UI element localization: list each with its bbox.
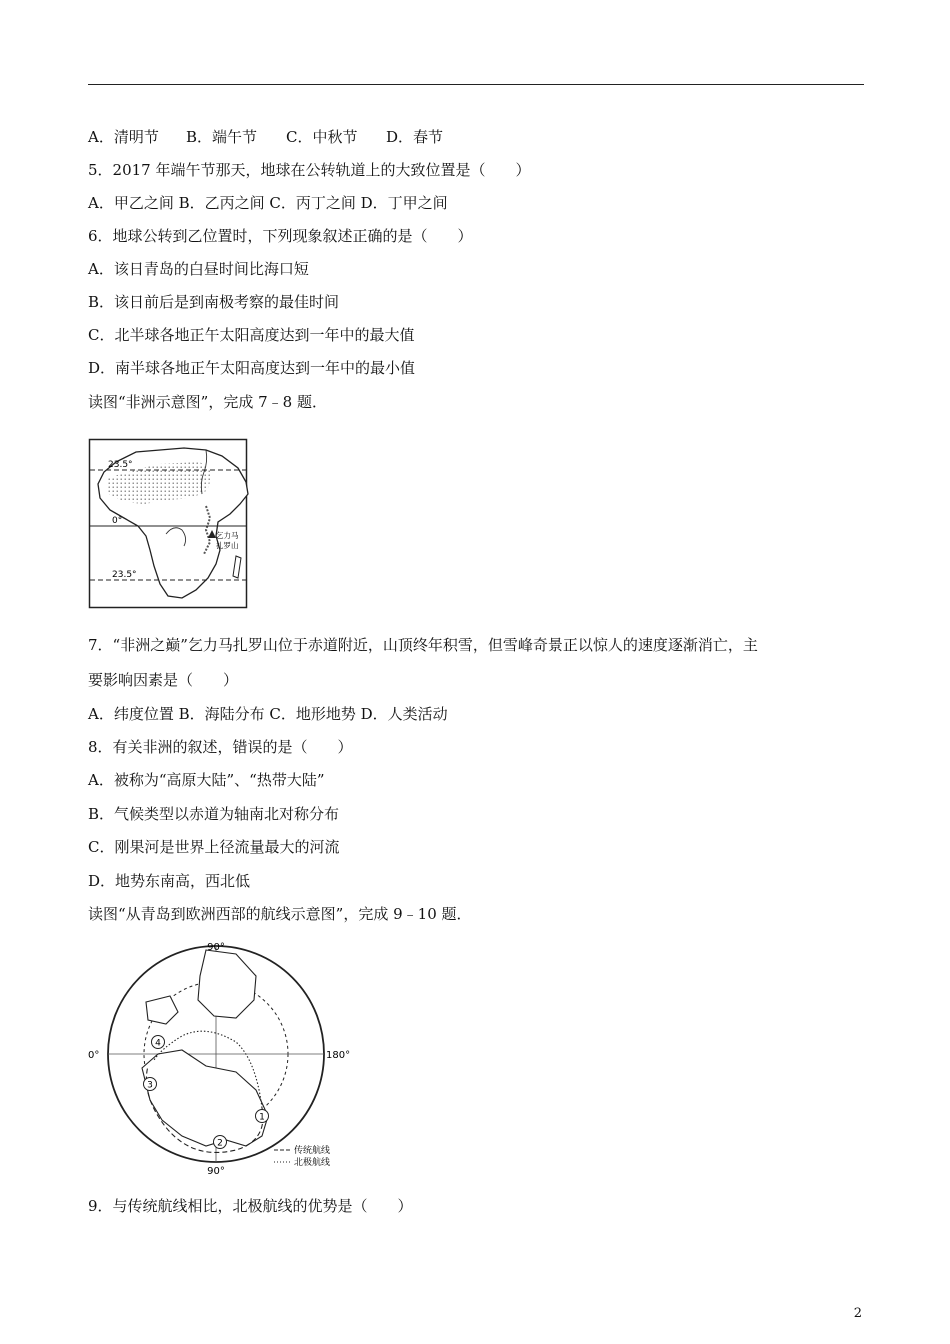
q8-option-c: C．刚果河是世界上径流量最大的河流 (88, 838, 340, 856)
q4-option-d: D．春节 (386, 128, 444, 146)
q7-stem-line2: 要影响因素是（ ） (88, 671, 239, 689)
q4-option-a: A．清明节 (88, 128, 159, 146)
label-kilimanjaro-2: 扎罗山 (216, 541, 239, 550)
legend-polar-label: 北极航线 (294, 1158, 331, 1168)
q4-option-c: C．中秋节 (286, 128, 358, 146)
label-right-180: 180° (326, 1050, 351, 1061)
intro-9-10: 读图“从青岛到欧洲西部的航线示意图”，完成 9﹣10 题． (88, 905, 472, 923)
q8-option-d: D．地势东南高，西北低 (88, 872, 251, 890)
q6-option-d: D．南半球各地正午太阳高度达到一年中的最小值 (88, 359, 416, 377)
label-top-90: 90° (207, 942, 225, 953)
q8-option-a: A．被称为“高原大陆”、“热带大陆” (88, 771, 325, 789)
q8-stem: 8．有关非洲的叙述，错误的是（ ） (88, 738, 353, 756)
marker-2-label: 2 (217, 1138, 223, 1149)
q8-option-b: B．气候类型以赤道为轴南北对称分布 (88, 805, 340, 823)
page-number: 2 (853, 1306, 862, 1321)
marker-3-label: 3 (147, 1080, 153, 1091)
label-south-tropic: 23.5° (112, 570, 137, 580)
q4-option-b: B．端午节 (186, 128, 258, 146)
label-left-0: 0° (88, 1050, 100, 1061)
q7-options: A．纬度位置 B．海陆分布 C．地形地势 D．人类活动 (88, 705, 448, 723)
intro-7-8: 读图“非洲示意图”，完成 7﹣8 题． (88, 393, 327, 411)
q5-stem: 5．2017 年端午节那天，地球在公转轨道上的大致位置是（ ） (88, 161, 531, 179)
polar-route-map (86, 940, 354, 1176)
header-rule (88, 84, 864, 85)
q6-stem: 6．地球公转到乙位置时，下列现象叙述正确的是（ ） (88, 227, 473, 245)
label-bottom-90: 90° (207, 1166, 225, 1176)
q7-stem-line1: 7．“非洲之巅”乞力马扎罗山位于赤道附近，山顶终年积雪，但雪峰奇景正以惊人的速度逐渐消亡，主 (88, 636, 758, 654)
label-kilimanjaro-1: 乞力马 (216, 531, 239, 540)
q6-option-b: B．该日前后是到南极考察的最佳时间 (88, 293, 340, 311)
africa-map (88, 438, 250, 610)
legend-traditional-label: 传统航线 (294, 1146, 331, 1156)
q9-stem: 9．与传统航线相比，北极航线的优势是（ ） (88, 1197, 413, 1215)
label-north-tropic: 23.5° (108, 460, 133, 470)
q6-option-c: C．北半球各地正午太阳高度达到一年中的最大值 (88, 326, 415, 344)
marker-1-label: 1 (259, 1112, 265, 1123)
label-equator: 0° (112, 516, 123, 526)
q4-options (88, 127, 443, 147)
q5-options: A．甲乙之间 B．乙丙之间 C．丙丁之间 D．丁甲之间 (88, 194, 448, 212)
marker-4-label: 4 (155, 1038, 161, 1049)
q6-option-a: A．该日青岛的白昼时间比海口短 (88, 260, 309, 278)
